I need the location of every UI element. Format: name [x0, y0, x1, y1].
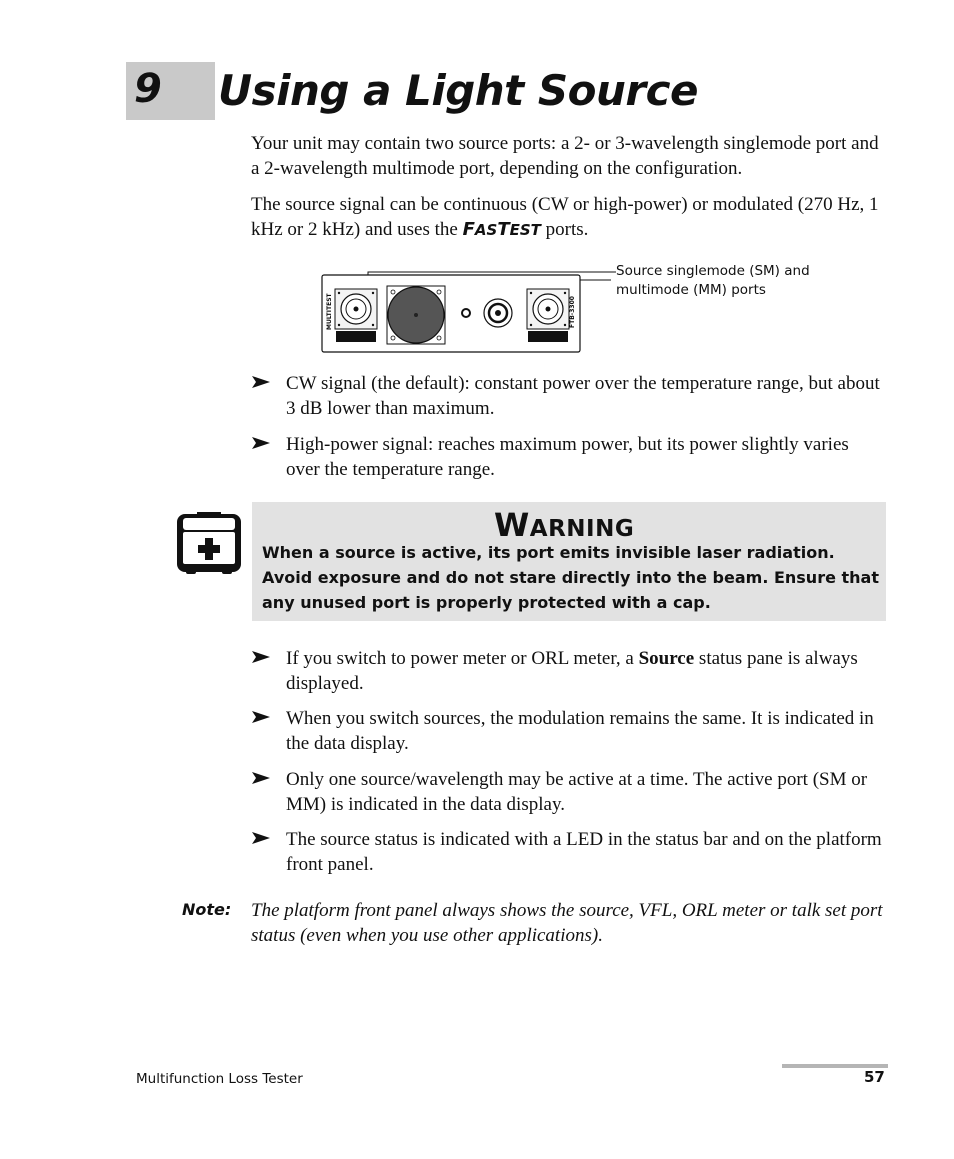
intro-paragraph-2-text: The source signal can be continuous (CW or high-power) or modulated (270 Hz, 1 kHz or 2 kHz) and uses the: [251, 194, 879, 240]
note-label: Note:: [182, 900, 232, 919]
list-item-text: High-power signal: reaches maximum power, but its power slightly varies over the temperature range.: [286, 434, 849, 480]
bullet-arrow-icon: [251, 373, 271, 391]
list-item-text: Only one source/wavelength may be active at a time. The active port (SM or MM) is indicated in the data display.: [286, 769, 868, 815]
left-source-port: [335, 289, 377, 342]
center-disk: [387, 286, 445, 344]
front-panel-illustration: [321, 270, 621, 354]
page-number: 57: [864, 1068, 885, 1086]
figure-callout: Source singlemode (SM) and multimode (MM) ports: [616, 263, 810, 298]
warning-box: [252, 502, 886, 621]
panel-right-label: FTB-3300: [569, 296, 576, 328]
list-item-text: If you switch to power meter or ORL meter, a Source status pane is always displayed.: [286, 648, 858, 694]
led-indicator: [462, 309, 470, 317]
source-pane-name: Source: [638, 648, 695, 669]
right-source-port: [527, 289, 569, 342]
warning-text: When a source is active, its port emits invisible laser radiation. Avoid exposure and do not stare directly into the beam. Ensure that any unused port is properly protected with a cap.: [262, 543, 879, 612]
intro-paragraph-2: The source signal can be continuous (CW or high-power) or modulated (270 Hz, 1 kHz or 2 kHz) and uses the FASTEST ports.: [251, 194, 879, 240]
chapter-title: Using a Light Source: [218, 66, 698, 115]
bullet-arrow-icon: [251, 648, 271, 666]
bullet-arrow-icon: [251, 708, 271, 726]
round-connector: [484, 299, 512, 327]
intro-paragraph-1: Your unit may contain two source ports: a 2- or 3-wavelength singlemode port and a 2-wavelength multimode port, depending on the configuration.: [251, 133, 879, 179]
bullet-arrow-icon: [251, 829, 271, 847]
bullet-arrow-icon: [251, 769, 271, 787]
bullet-arrow-icon: [251, 434, 271, 452]
warning-ambulance-icon: [175, 510, 243, 578]
warning-title: WARNING: [494, 506, 635, 544]
list-item-text: CW signal (the default): constant power over the temperature range, but about 3 dB lower than maximum.: [286, 373, 880, 419]
list-item-text: When you switch sources, the modulation remains the same. It is indicated in the data display.: [286, 708, 874, 754]
panel-left-label: MULTITEST: [326, 293, 333, 330]
fastest-brand: FASTEST: [462, 219, 541, 240]
note-text: The platform front panel always shows the source, VFL, ORL meter or talk set port status (even when you use other applications).: [251, 900, 883, 946]
footer-doc-title: Multifunction Loss Tester: [136, 1071, 303, 1087]
chapter-number: 9: [134, 66, 162, 112]
list-item-text: The source status is indicated with a LED in the status bar and on the platform front panel.: [286, 829, 882, 875]
